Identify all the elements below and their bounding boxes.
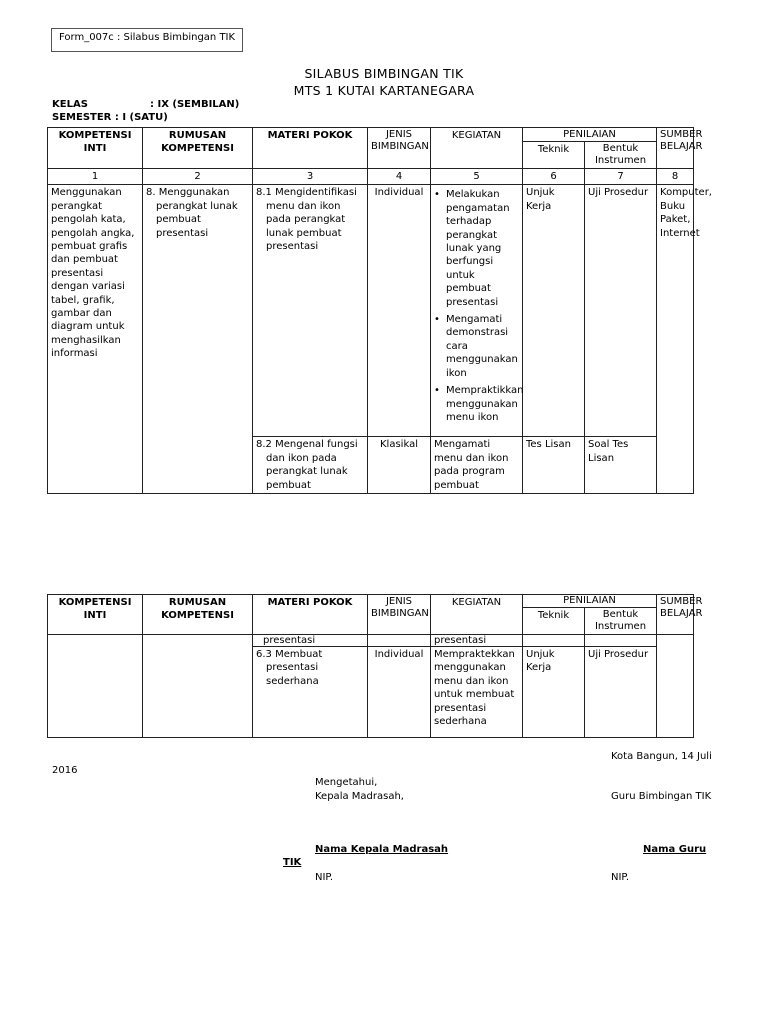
bentuk-instrumen-empty [585, 635, 657, 647]
col-number: 2 [143, 169, 253, 185]
header-bentuk-instrumen: Bentuk Instrumen [585, 142, 657, 169]
header-jenis-bimbingan: JENIS BIMBINGAN [368, 128, 431, 169]
form-label-box [51, 28, 243, 52]
bentuk-instrumen-8-2: Soal Tes Lisan [585, 437, 657, 494]
kelas-label: KELAS [52, 99, 88, 110]
nama-guru: Nama Guru [643, 844, 707, 855]
nip-kepala: NIP. [315, 872, 334, 883]
kegiatan-8-1 [431, 185, 523, 437]
header-rumusan-kompetensi: RUMUSAN KOMPETENSI [143, 595, 253, 635]
kegiatan-6-3: Mempraktekkan menggunakan menu dan ikon untuk membuat presentasi sederhana [431, 647, 523, 738]
kelas-value: : IX (SEMBILAN) [150, 99, 240, 110]
tik-label: TIK [283, 857, 302, 868]
materi-8-2: 8.2 Mengenal fungsi dan ikon pada perangkat lunak pembuat [253, 437, 368, 494]
col-number: 8 [657, 169, 694, 185]
teknik-8-1: Unjuk Kerja [523, 185, 585, 437]
header-kegiatan: KEGIATAN [431, 595, 523, 635]
bentuk-instrumen-8-1: Uji Prosedur [585, 185, 657, 437]
header-materi-pokok: MATERI POKOK [253, 595, 368, 635]
document-subtitle: MTS 1 KUTAI KARTANEGARA [293, 83, 475, 98]
nama-kepala-madrasah: Nama Kepala Madrasah [315, 844, 449, 855]
kegiatan-item: • Melakukan pengamatan terhadap perangkat lunak yang berfungsi untuk pembuat presentasi [446, 188, 519, 309]
col-number: 4 [368, 169, 431, 185]
semester-line: SEMESTER : I (SATU) [52, 112, 168, 123]
header-rumusan-kompetensi: RUMUSAN KOMPETENSI [143, 128, 253, 169]
teknik-6-3: Unjuk Kerja [523, 647, 585, 738]
document-title: SILABUS BIMBINGAN TIK [304, 66, 464, 81]
materi-6-3: 6.3 Membuat presentasi sederhana [253, 647, 368, 738]
jenis-bimbingan-6-3: Individual [368, 647, 431, 738]
col-number: 1 [48, 169, 143, 185]
kegiatan-item: • Mempraktikkan menggunakan menu ikon [446, 384, 519, 424]
col-number: 6 [523, 169, 585, 185]
col-number: 3 [253, 169, 368, 185]
kegiatan-8-2: Mengamati menu dan ikon pada program pembuat [431, 437, 523, 494]
kepala-madrasah-label: Kepala Madrasah, [315, 791, 404, 802]
teknik-8-2: Tes Lisan [523, 437, 585, 494]
rumusan-kompetensi-empty [143, 635, 253, 738]
header-bentuk-instrumen: Bentuk Instrumen [585, 608, 657, 635]
header-kompetensi-inti: KOMPETENSI INTI [48, 128, 143, 169]
sumber-belajar-empty [657, 635, 694, 738]
header-jenis-bimbingan: JENIS BIMBINGAN [368, 595, 431, 635]
header-sumber-belajar: SUMBER BELAJAR [657, 128, 694, 169]
header-kompetensi-inti: KOMPETENSI INTI [48, 595, 143, 635]
header-sumber-belajar: SUMBER BELAJAR [657, 595, 694, 635]
jenis-bimbingan-8-1: Individual [368, 185, 431, 437]
materi-8-1: 8.1 Mengidentifikasi menu dan ikon pada perangkat lunak pembuat presentasi [253, 185, 368, 437]
header-teknik: Teknik [523, 142, 585, 169]
header-materi-pokok: MATERI POKOK [253, 128, 368, 169]
sumber-belajar-text: Komputer, Buku Paket, Internet [657, 185, 694, 494]
col-number: 7 [585, 169, 657, 185]
header-kegiatan: KEGIATAN [431, 128, 523, 169]
guru-bimbingan-label: Guru Bimbingan TIK [611, 791, 712, 802]
year: 2016 [52, 765, 78, 776]
place-date: Kota Bangun, 14 Juli [611, 751, 712, 762]
kegiatan-continued: presentasi [431, 635, 523, 647]
jenis-bimbingan-empty [368, 635, 431, 647]
nip-guru: NIP. [611, 872, 630, 883]
syllabus-table-2 [47, 594, 703, 738]
materi-continued: presentasi [253, 635, 368, 647]
kompetensi-inti-empty [48, 635, 143, 738]
col-number: 5 [431, 169, 523, 185]
form-label: Form_007c : Silabus Bimbingan TIK [59, 32, 236, 43]
bentuk-instrumen-6-3: Uji Prosedur [585, 647, 657, 738]
kompetensi-inti-text: Menggunakan perangkat pengolah kata, pengolah angka, pembuat grafis dan pembuat presentasi dengan variasi tabel, grafik, gambar dan diagram untuk menghasilkan informasi [48, 185, 143, 494]
syllabus-table-1 [47, 127, 712, 494]
jenis-bimbingan-8-2: Klasikal [368, 437, 431, 494]
header-penilaian: PENILAIAN [523, 128, 657, 142]
teknik-empty [523, 635, 585, 647]
rumusan-kompetensi-text: 8. Menggunakan perangkat lunak pembuat presentasi [143, 185, 253, 494]
header-penilaian: PENILAIAN [523, 595, 657, 608]
header-teknik: Teknik [523, 608, 585, 635]
kegiatan-item: • Mengamati demonstrasi cara menggunakan ikon [446, 313, 519, 380]
mengetahui-label: Mengetahui, [315, 777, 378, 788]
